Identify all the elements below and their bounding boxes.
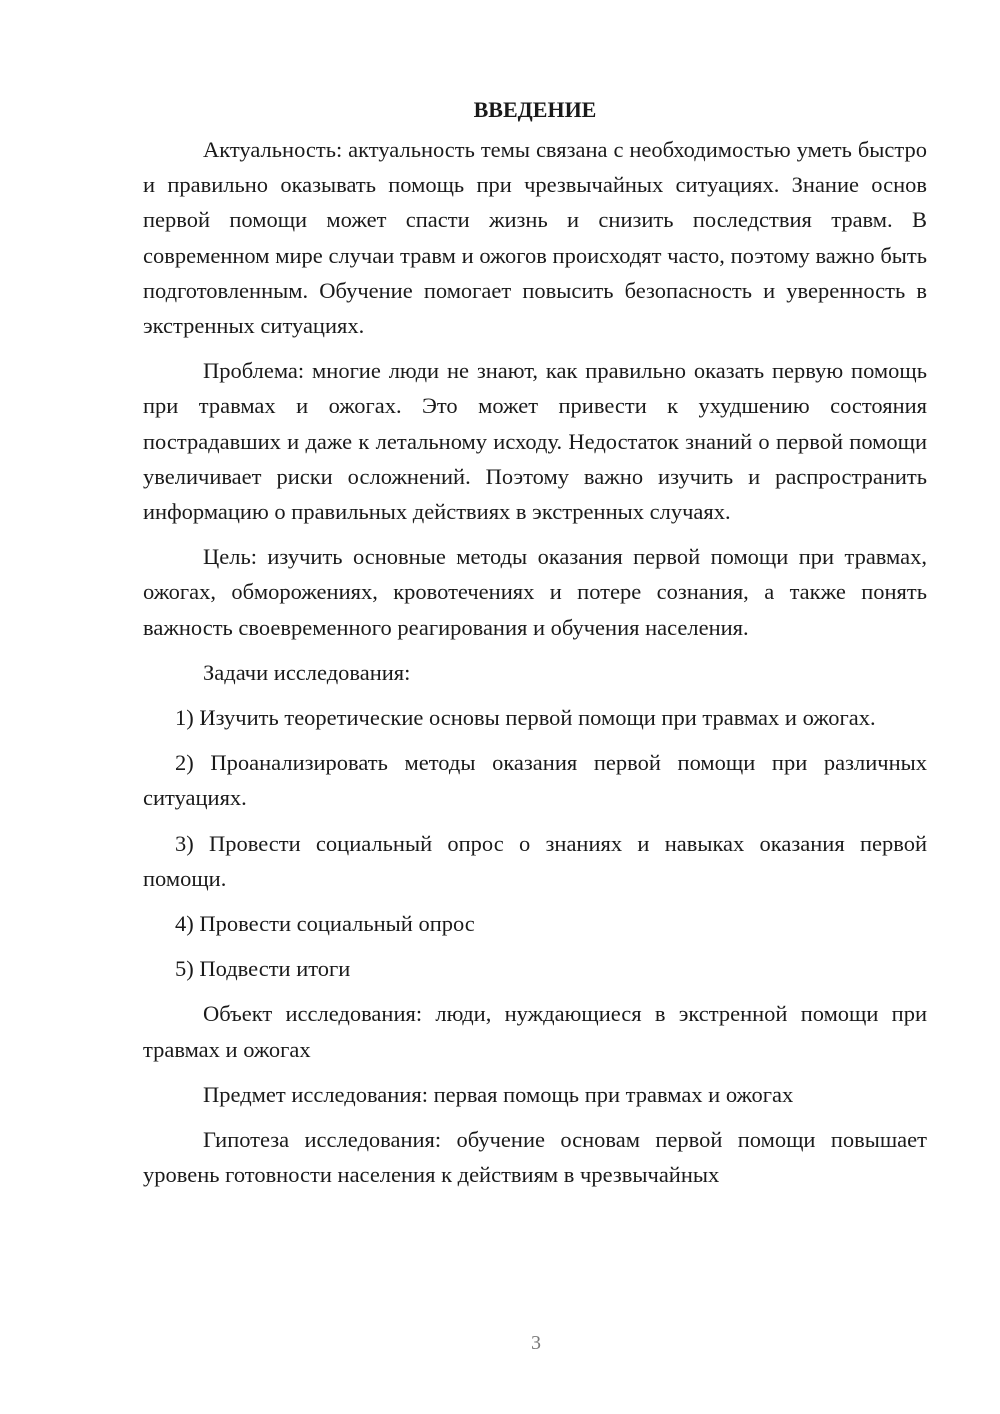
subject-paragraph: Предмет исследования: первая помощь при травмах и ожогах bbox=[203, 1081, 794, 1107]
problem-paragraph: Проблема: многие люди не знают, как правильно оказать первую помощь при травмах и ожогах. Это может привести к ухудшению состояния пострадавших и даже к летальному исходу. Недостаток знаний о первой помощи увеличивает риски осложнений. Поэтому важно изучить и распространить информацию о правильных действиях в экстренных случаях. bbox=[143, 358, 927, 525]
task-item: 3) Провести социальный опрос о знаниях и навыках оказания первой помощи. bbox=[143, 830, 927, 891]
task-item: 4) Провести социальный опрос bbox=[175, 911, 475, 937]
tasks-heading: Задачи исследования: bbox=[203, 659, 411, 685]
task-item: 5) Подвести итоги bbox=[175, 956, 351, 982]
page-number: 3 bbox=[531, 1332, 541, 1354]
object-paragraph: Объект исследования: люди, нуждающиеся в экстренной помощи при травмах и ожогах bbox=[143, 1001, 927, 1062]
task-item: 1) Изучить теоретические основы первой помощи при травмах и ожогах. bbox=[175, 705, 876, 731]
page-content bbox=[143, 92, 927, 1192]
task-item: 2) Проанализировать методы оказания первой помощи при различных ситуациях. bbox=[143, 750, 927, 811]
goal-paragraph: Цель: изучить основные методы оказания первой помощи при травмах, ожогах, обморожениях, кровотечениях и потере сознания, а также понять важность своевременного реагирования и обучения населения. bbox=[143, 544, 927, 640]
section-title: ВВЕДЕНИЕ bbox=[473, 97, 597, 122]
relevance-paragraph: Актуальность: актуальность темы связана с необходимостью уметь быстро и правильно оказывать помощь при чрезвычайных ситуациях. Знание основ первой помощи может спасти жизнь и снизить последствия травм. В современном мире случаи травм и ожогов происходят часто, поэтому важно быть подготовленным. Обучение помогает повысить безопасность и уверенность в экстренных ситуациях. bbox=[143, 137, 927, 339]
hypothesis-paragraph: Гипотеза исследования: обучение основам первой помощи повышает уровень готовности населения к действиям в чрезвычайных bbox=[143, 1127, 927, 1188]
